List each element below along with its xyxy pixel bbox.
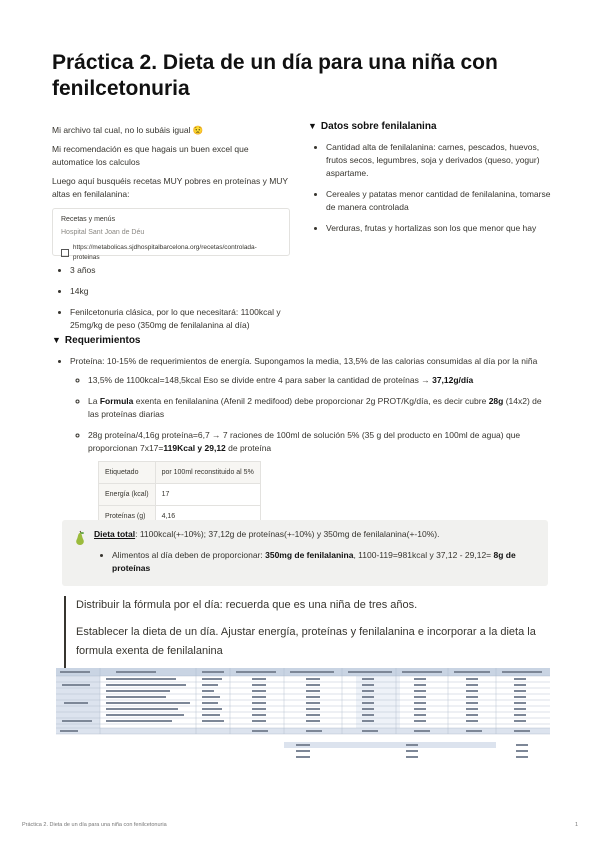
list-item: • 3 años <box>70 264 302 277</box>
page-title: Práctica 2. Dieta de un día para una niña con fenilcetonuria <box>52 51 498 100</box>
bookmark-description: Hospital Sant Joan de Déu <box>61 229 145 236</box>
table-row: Energía (kcal) 17 <box>99 484 261 506</box>
total-diet-callout: Dieta total: 1100kcal(+-10%); 37,12g de proteínas(+-10%) y 350mg de fenilalanina(+-10%). • Alimentos al día deben de proporcionar: 350mg de fenilalanina, 1100-119=981kcal y 37,12 - 29,12= 8g de proteínas <box>62 520 548 586</box>
list-item: • Cantidad alta de fenilalanina: carnes, pescados, huevos, frutos secos, legumbres, soja y derivados (queso, yogur) aspartame. <box>326 141 558 180</box>
list-item: ◦ 13,5% de 1100kcal=148,5kcal Eso se divide entre 4 para saber la cantidad de proteínas → 37,12g/día <box>88 374 552 387</box>
list-item: • Fenilcetonuria clásica, por lo que necesitará: 1100kcal y 25mg/kg de peso (350mg de fenilalanina al día) <box>70 306 302 332</box>
page-number: 1 <box>574 822 578 828</box>
intro-line-2: Mi recomendación es que hagais un buen excel que automatice los calculos <box>52 144 249 167</box>
list-item: ◦ 28g proteína/4,16g proteína=6,7 → 7 raciones de 100ml de solución 5% (35 g del producto en 100ml de agua) que proporcionan 7x17=119Kcal y 29,12 de proteína Etiquetado por 100ml reconstituido al 5% Energía (kcal) 17 Proteínas (g) 4,16 <box>88 429 552 528</box>
table-row: Proteínas (g) 4,16 <box>99 506 261 528</box>
list-item: • Verduras, frutas y hortalizas son los que menor que hay <box>326 222 558 235</box>
instructions-quote <box>64 596 556 669</box>
worried-emoji-icon: 😟 <box>192 125 204 135</box>
list-item: • 14kg <box>70 285 302 298</box>
dieta-total-label: Dieta total <box>94 529 136 539</box>
requerimientos-toggle <box>52 334 552 536</box>
pear-icon <box>74 530 86 546</box>
requerimientos-heading[interactable]: ▼ Requerimientos <box>52 335 141 346</box>
bookmark-url-row[interactable] <box>61 243 281 263</box>
quote-line-1: Distribuir la fórmula por el día: recuerda que es una niña de tres años. <box>76 599 418 611</box>
page-footer: Práctica 2. Dieta de un día para una niña con fenilcetonuria <box>22 822 167 828</box>
intro-line-1: Mi archivo tal cual, no lo subáis igual 😟 <box>52 125 204 135</box>
recipes-bookmark[interactable] <box>52 208 290 261</box>
favicon-icon <box>61 249 69 257</box>
intro-line-3: Luego aquí busquéis recetas MUY pobres en proteínas y MUY altas en fenilalanina: <box>52 176 288 199</box>
patient-facts <box>52 264 302 340</box>
list-item: ◦ La Formula exenta en fenilalanina (Afenil 2 medifood) debe proporcionar 2g PROT/Kg/día, es decir cubre 28g (14x2) de las proteínas diarias <box>88 395 552 421</box>
triangle-down-icon[interactable]: ▼ <box>52 335 61 345</box>
quote-line-2: Establecer la dieta de un día. Ajustar energía, proteínas y fenilalanina e incorporar a la dieta la formula exenta de fenilalanina <box>76 626 536 657</box>
bookmark-title: Recetas y menús <box>61 216 116 223</box>
triangle-down-icon[interactable]: ▼ <box>308 121 317 131</box>
datos-toggle-heading[interactable]: ▼ Datos sobre fenilalanina <box>308 121 437 132</box>
datos-toggle <box>308 120 558 243</box>
bookmark-url[interactable]: https://metabolicas.sjdhospitalbarcelona.org/recetas/controlada-proteinas <box>72 244 257 261</box>
list-item: • Cereales y patatas menor cantidad de fenilalanina, tomarse de manera controlada <box>326 188 558 214</box>
list-item: • Alimentos al día deben de proporcionar: 350mg de fenilalanina, 1100-119=981kcal y 37,12 - 29,12= 8g de proteínas <box>112 549 538 575</box>
diet-spreadsheet-image <box>56 668 550 764</box>
intro-section <box>52 124 292 207</box>
formula-label-table <box>98 461 261 528</box>
table-row: Etiquetado por 100ml reconstituido al 5% <box>99 462 261 484</box>
list-item: • Proteína: 10-15% de requerimientos de energía. Supongamos la media, 13,5% de las calorias consumidas al día por la niña ◦ 13,5% de 1100kcal=148,5kcal Eso se divide entre 4 para saber la cantidad de proteínas → 37,12g/día ◦ La Formula exenta en fenilalanina (Afenil 2 medifood) debe proporcionar 2g PROT/Kg/día, es decir cubre 28g (14x2) de las proteínas diarias ◦ 28g proteína/4,16g proteína=6,7 → 7 raciones de 100ml de solución 5% (35 g del producto en 100ml de agua) que proporcionan 7x17=119Kcal y 29,12 de proteína Etiquetado por 100ml reconstituido al 5% Energía (kcal) 17 Proteínas (g) 4,16 <box>70 355 552 528</box>
